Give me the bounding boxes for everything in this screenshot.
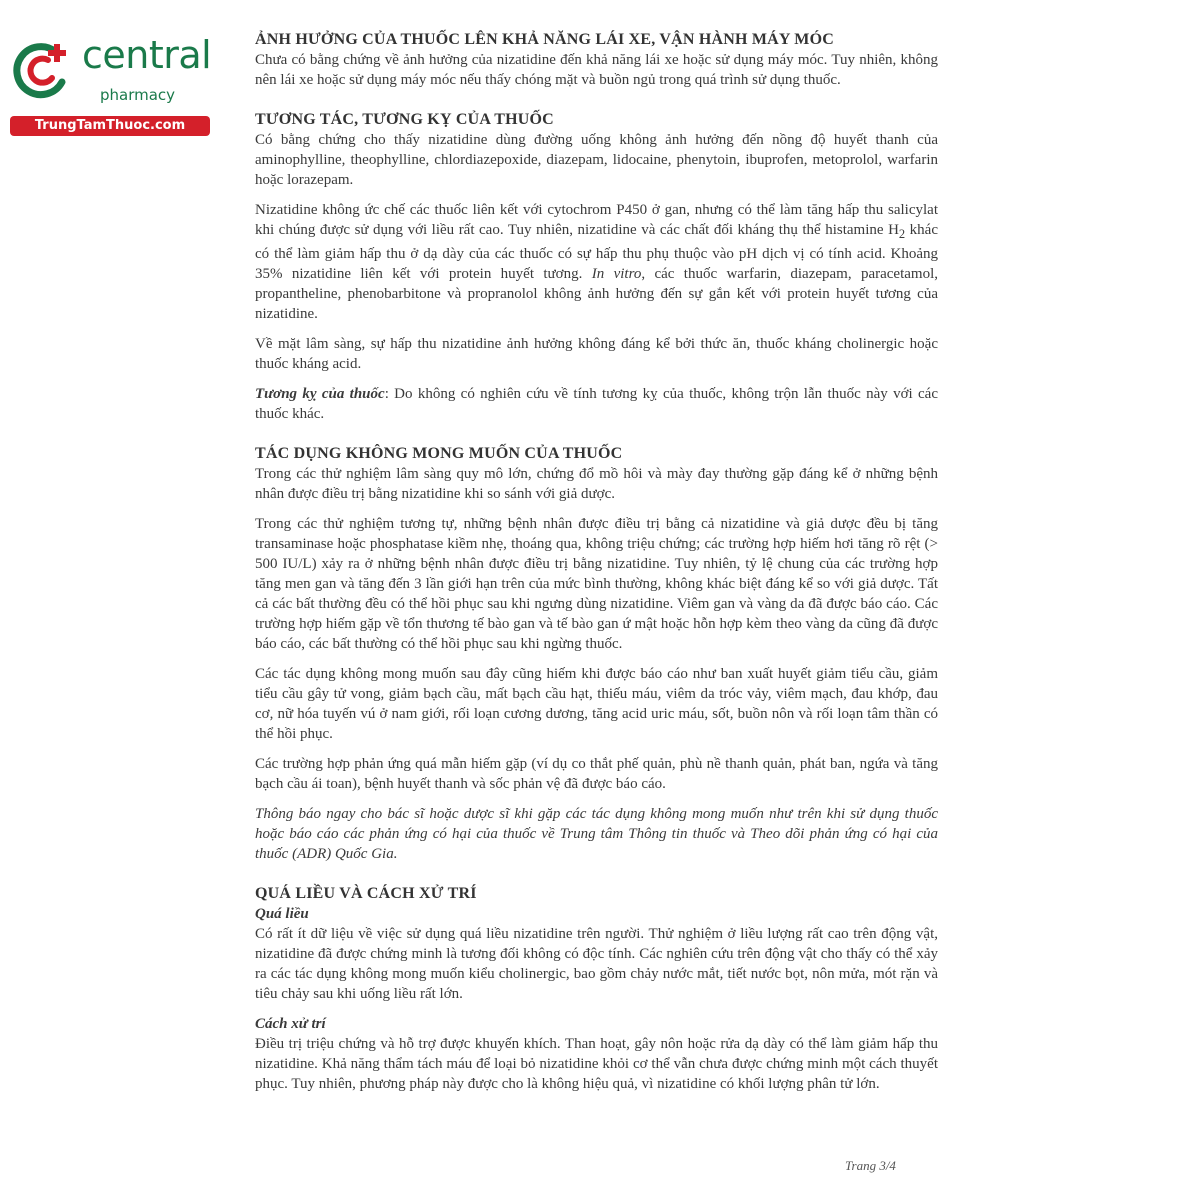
paragraph: Trong các thử nghiệm tương tự, những bệnh nhân được điều trị bằng cả nizatidine và giả dược đều bị tăng transaminase hoặc phosphatase kiềm nhẹ, thoáng qua, không triệu chứng; các trường hợp hiếm hơi tăng rõ rệt (> 500 IU/L) xảy ra ở những bệnh nhân được điều trị bằng nizatidine. Tuy nhiên, tỷ lệ chung của các trường hợp tăng men gan và tăng đến 3 lần giới hạn trên của mức bình thường, không khác biệt đáng kể so với giả dược. Tất cả các bất thường đều có thể hồi phục sau khi ngưng dùng nizatidine. Viêm gan và vàng da đã được báo cáo. Các trường hợp hiếm gặp về tổn thương tế bào gan và tế bào gan ứ mật hoặc hỗn hợp kèm theo vàng da cũng đã được báo cáo, các bất thường có thể hồi phục sau khi ngừng thuốc. — [255, 516, 938, 652]
section-title: ẢNH HƯỞNG CỦA THUỐC LÊN KHẢ NĂNG LÁI XE, VẬN HÀNH MÁY MÓC — [255, 31, 834, 48]
section-title: TÁC DỤNG KHÔNG MONG MUỐN CỦA THUỐC — [255, 445, 623, 462]
subsection-title: Cách xử trí — [255, 1016, 326, 1032]
section-adverse-effects — [255, 444, 938, 864]
text-run: khác có thể làm giảm hấp thu ở dạ dày của các thuốc có sự hấp thu phụ thuộc vào pH dịch vị có tính acid. Khoảng 35% nizatidine liên kết với protein huyết tương. — [255, 222, 938, 282]
section-overdose — [255, 884, 938, 1094]
paragraph — [255, 200, 938, 324]
document-page — [255, 30, 938, 1114]
paragraph: Về mặt lâm sàng, sự hấp thu nizatidine ảnh hưởng không đáng kể bởi thức ăn, thuốc kháng cholinergic hoặc thuốc kháng acid. — [255, 336, 938, 372]
paragraph — [255, 384, 938, 424]
section-title: TƯƠNG TÁC, TƯƠNG KỴ CỦA THUỐC — [255, 111, 554, 128]
brand-name: central — [82, 33, 212, 77]
page-number: Trang 3/4 — [845, 1158, 896, 1173]
text-run: Nizatidine không ức chế các thuốc liên kết với cytochrom P450 ở gan, nhưng có thể làm tăng hấp thu salicylat khi chúng được sử dụng với liều rất cao. Tuy nhiên, nizatidine và các chất đối kháng thụ thể histamine H — [255, 202, 938, 238]
subscript: 2 — [898, 227, 906, 241]
brand-url-badge[interactable]: TrungTamThuoc.com — [10, 116, 210, 136]
paragraph: Chưa có bằng chứng về ảnh hưởng của nizatidine đến khả năng lái xe hoặc sử dụng máy móc. Tuy nhiên, không nên lái xe hoặc sử dụng máy móc nếu thấy chóng mặt và buồn ngủ trong quá trình sử dụng thuốc. — [255, 52, 938, 88]
paragraph: Điều trị triệu chứng và hỗ trợ được khuyến khích. Than hoạt, gây nôn hoặc rửa dạ dày có thể làm giảm hấp thu nizatidine. Khả năng thẩm tách máu để loại bỏ nizatidine khỏi cơ thể vẫn chưa được chứng minh một cách thuyết phục. Tuy nhiên, phương pháp này được cho là không hiệu quả, vì nizatidine có khối lượng phân tử lớn. — [255, 1036, 938, 1092]
section-title: QUÁ LIỀU VÀ CÁCH XỬ TRÍ — [255, 885, 477, 902]
paragraph: Trong các thử nghiệm lâm sàng quy mô lớn, chứng đổ mồ hôi và mày đay thường gặp đáng kể ở những bệnh nhân được điều trị bằng nizatidine khi so sánh với giả dược. — [255, 466, 938, 502]
text-run: : Do không có nghiên cứu về tính tương kỵ của thuốc, không trộn lẫn thuốc này với các thuốc khác. — [255, 386, 938, 422]
pharmacy-logo-icon — [10, 38, 74, 102]
paragraph: Các trường hợp phản ứng quá mẫn hiếm gặp (ví dụ co thắt phế quản, phù nề thanh quản, phát ban, ngứa và tăng bạch cầu ái toan), bệnh huyết thanh và sốc phản vệ đã được báo cáo. — [255, 756, 938, 792]
section-interactions — [255, 110, 938, 424]
inline-label: Tương kỵ của thuốc — [255, 386, 385, 402]
subsection-title: Quá liều — [255, 906, 309, 922]
text-run: , các thuốc warfarin, diazepam, paracetamol, propantheline, phenobarbitone và propranolol không ảnh hưởng đến sự gắn kết với protein huyết tương của nizatidine. — [255, 266, 938, 322]
notice-paragraph: Thông báo ngay cho bác sĩ hoặc dược sĩ khi gặp các tác dụng không mong muốn như trên khi sử dụng thuốc hoặc báo cáo các phản ứng có hại của thuốc về Trung tâm Thông tin thuốc và Theo dõi phản ứng có hại của thuốc (ADR) Quốc Gia. — [255, 806, 938, 862]
italic-term: In vitro — [591, 266, 642, 282]
section-driving — [255, 30, 938, 90]
paragraph: Các tác dụng không mong muốn sau đây cũng hiếm khi được báo cáo như ban xuất huyết giảm tiểu cầu, giảm tiểu cầu gây tử vong, giảm bạch cầu, mất bạch cầu hạt, thiếu máu, viêm da tróc vảy, viêm mạch, đau khớp, đau cơ, nữ hóa tuyến vú ở nam giới, rối loạn cương dương, tăng acid uric máu, sốt, buồn nôn và rối loạn tâm thần có thể hồi phục. — [255, 666, 938, 742]
paragraph: Có bằng chứng cho thấy nizatidine dùng đường uống không ảnh hưởng đến nồng độ huyết thanh của aminophylline, theophylline, chlordiazepoxide, diazepam, lidocaine, phenytoin, ibuprofen, metoprolol, warfarin hoặc lorazepam. — [255, 132, 938, 188]
paragraph: Có rất ít dữ liệu về việc sử dụng quá liều nizatidine trên người. Thử nghiệm ở liều lượng rất cao trên động vật, nizatidine đã được chứng minh là tương đối không có độc tính. Các nghiên cứu trên động vật cho thấy có thể xảy ra các tác dụng không mong muốn kiểu cholinergic, bao gồm chảy nước mắt, tiết nước bọt, nôn mửa, mót rặn và tiêu chảy sau khi uống liều rất lớn. — [255, 926, 938, 1002]
brand-logo — [10, 33, 215, 136]
brand-subtitle: pharmacy — [100, 86, 176, 104]
